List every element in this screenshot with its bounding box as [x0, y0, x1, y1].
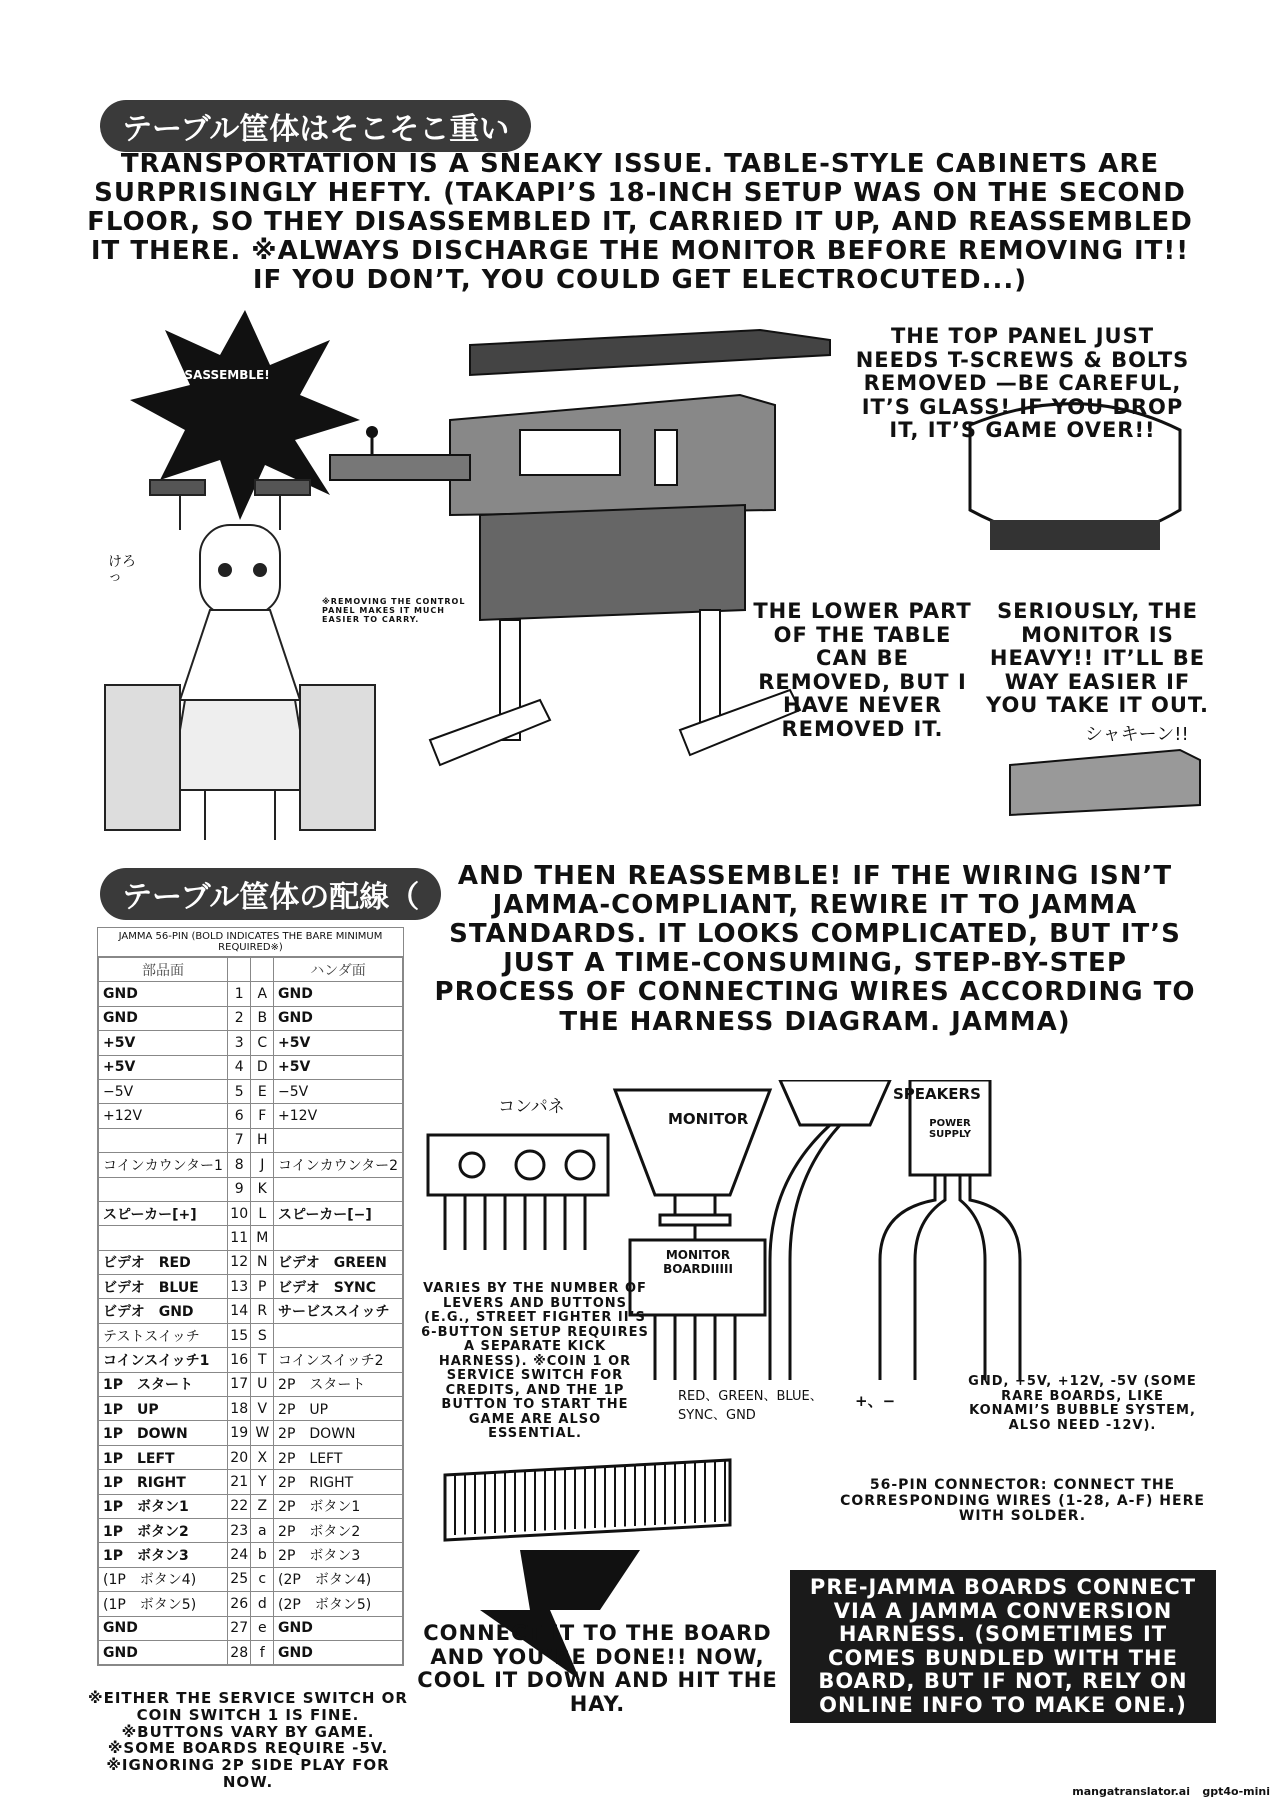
burst-text: DISASSEMBLE! [170, 368, 270, 382]
pin-letter: D [251, 1055, 274, 1079]
pin-number: 6 [227, 1104, 251, 1128]
pin-right-label: (2P ボタン5) [274, 1592, 403, 1616]
pin-left-label [99, 1177, 228, 1201]
pin-number: 26 [227, 1592, 251, 1616]
pin-left-label: ビデオ BLUE [99, 1275, 228, 1299]
pin-left-label: スピーカー[+] [99, 1201, 228, 1225]
pin-letter: U [251, 1372, 274, 1396]
pin-number: 13 [227, 1275, 251, 1299]
pin-letter: E [251, 1079, 274, 1103]
glass-top [470, 330, 830, 375]
pin-letter: d [251, 1592, 274, 1616]
pin-number: 27 [227, 1616, 251, 1640]
table-caption: JAMMA 56-PIN (BOLD INDICATES THE BARE MINIMUM REQUIRED※) [98, 928, 403, 957]
done-note: CONNECT IT TO THE BOARD AND YOU’RE DONE!! NOW, COOL IT DOWN AND HIT THE HAY. [417, 1621, 778, 1716]
table-row [99, 1616, 403, 1640]
footer-site: mangatranslator.ai [1072, 1785, 1190, 1798]
pin-letter: V [251, 1397, 274, 1421]
pin-number: 8 [227, 1153, 251, 1177]
pin-left-label: +12V [99, 1104, 228, 1128]
pin-left-label: テストスイッチ [99, 1323, 228, 1347]
pin-left-label: (1P ボタン4) [99, 1567, 228, 1591]
cabinet-lower [480, 505, 745, 620]
pin-left-label: 1P RIGHT [99, 1470, 228, 1494]
pin-letter: a [251, 1518, 274, 1542]
pin-number: 22 [227, 1494, 251, 1518]
table-row [99, 1104, 403, 1128]
pin-left-label: コインカウンター1 [99, 1153, 228, 1177]
pin-left-label: 1P LEFT [99, 1445, 228, 1469]
table-row [99, 1299, 403, 1323]
pin-left-label: (1P ボタン5) [99, 1592, 228, 1616]
label-conpane: コンパネ [498, 1097, 565, 1117]
pin-number: 20 [227, 1445, 251, 1469]
pin-right-label: 2P LEFT [274, 1445, 403, 1469]
pin-number: 12 [227, 1250, 251, 1274]
label-monitor-board: MONITOR BOARDIIIII [663, 1248, 733, 1276]
pin-right-label: −5V [274, 1079, 403, 1103]
pin-number: 16 [227, 1348, 251, 1372]
pin-right-label: コインカウンター2 [274, 1153, 403, 1177]
pin-right-label: GND [274, 1640, 403, 1664]
table-row [99, 1079, 403, 1103]
col-left-header: 部品面 [99, 958, 228, 982]
pin-right-label [274, 1128, 403, 1152]
pin-number: 23 [227, 1518, 251, 1542]
pin-left-label: ビデオ GND [99, 1299, 228, 1323]
control-panel-note: ※REMOVING THE CONTROL PANEL MAKES IT MUCH EASIER TO CARRY. [322, 597, 466, 624]
table-row [99, 1543, 403, 1567]
section2-heading: テーブル筐体の配線（ [100, 868, 441, 920]
pin-left-label: 1P ボタン1 [99, 1494, 228, 1518]
pin-number: 25 [227, 1567, 251, 1591]
table-row [99, 1275, 403, 1299]
table-row [99, 1250, 403, 1274]
pin-letter: e [251, 1616, 274, 1640]
pin-right-label: +5V [274, 1031, 403, 1055]
pin-left-label: +5V [99, 1031, 228, 1055]
pin-left-label: +5V [99, 1055, 228, 1079]
pin-letter: b [251, 1543, 274, 1567]
pin-number: 19 [227, 1421, 251, 1445]
table-row [99, 1226, 403, 1250]
pin-left-label [99, 1128, 228, 1152]
pin-left-label: 1P UP [99, 1397, 228, 1421]
pin-letter: M [251, 1226, 274, 1250]
pin-letter: W [251, 1421, 274, 1445]
pin-right-label: 2P UP [274, 1397, 403, 1421]
table-row [99, 1055, 403, 1079]
table-row [99, 1323, 403, 1347]
pin-right-label [274, 1226, 403, 1250]
pin-number: 11 [227, 1226, 251, 1250]
speaker-polarity: +、− [855, 1392, 896, 1410]
diagram-speaker [780, 1080, 890, 1125]
pin-letter: K [251, 1177, 274, 1201]
pin-right-label: +12V [274, 1104, 403, 1128]
table-row [99, 1177, 403, 1201]
lower-part-note: THE LOWER PART OF THE TABLE CAN BE REMOVED, BUT I HAVE NEVER REMOVED IT. [753, 599, 972, 741]
pin-letter: Y [251, 1470, 274, 1494]
table-row [99, 1153, 403, 1177]
pin-left-label: GND [99, 982, 228, 1006]
section1-heading: テーブル筐体はそこそこ重い [100, 100, 531, 152]
diagram-56pin-connector [445, 1460, 730, 1540]
table-row [99, 1567, 403, 1591]
pin-number: 3 [227, 1031, 251, 1055]
pre-jamma-note: PRE-JAMMA BOARDS CONNECT VIA A JAMMA CONVERSION HARNESS. (SOMETIMES IT COMES BUNDLED WITH THE BOARD, BUT IF NOT, RELY ON ONLINE INFO TO MAKE ONE.) [790, 1570, 1216, 1723]
pin-right-label: GND [274, 982, 403, 1006]
table-row [99, 1640, 403, 1664]
table-row [99, 1348, 403, 1372]
pin-letter: R [251, 1299, 274, 1323]
jamma-pin-table [98, 957, 403, 1665]
pin-right-label: 2P RIGHT [274, 1470, 403, 1494]
pin-number: 4 [227, 1055, 251, 1079]
top-panel-note: THE TOP PANEL JUST NEEDS T-SCREWS & BOLTS REMOVED —BE CAREFUL, IT’S GLASS! IF YOU DROP IT, IT’S GAME OVER!! [855, 324, 1190, 443]
pin-number: 15 [227, 1323, 251, 1347]
diagram-monitor [615, 1090, 770, 1195]
connector-note: 56-PIN CONNECTOR: CONNECT THE CORRESPONDING WIRES (1-28, A-F) HERE WITH SOLDER. [840, 1477, 1205, 1525]
pin-right-label: 2P ボタン2 [274, 1518, 403, 1542]
label-monitor: MONITOR [668, 1110, 749, 1128]
pin-letter: J [251, 1153, 274, 1177]
pin-right-label: 2P ボタン1 [274, 1494, 403, 1518]
table-row [99, 1201, 403, 1225]
pin-right-label [274, 1323, 403, 1347]
table-row [99, 1397, 403, 1421]
pin-number: 24 [227, 1543, 251, 1567]
pin-number: 28 [227, 1640, 251, 1664]
pin-right-label: GND [274, 1616, 403, 1640]
pin-left-label: GND [99, 1006, 228, 1030]
pin-right-label [274, 1177, 403, 1201]
pin-left-label: コインスイッチ1 [99, 1348, 228, 1372]
table-row [99, 1031, 403, 1055]
carried-panel-right [300, 685, 375, 830]
pin-letter: c [251, 1567, 274, 1591]
pin-letter: Z [251, 1494, 274, 1518]
pin-left-label: 1P DOWN [99, 1421, 228, 1445]
power-note: GND, +5V, +12V, -5V (SOME RARE BOARDS, LIKE KONAMI’S BUBBLE SYSTEM, ALSO NEED -12V). [968, 1374, 1197, 1433]
jamma-table-box [97, 927, 404, 1666]
pin-number: 21 [227, 1470, 251, 1494]
control-panel [330, 455, 470, 480]
pin-number: 14 [227, 1299, 251, 1323]
pin-number: 7 [227, 1128, 251, 1152]
levers-note: VARIES BY THE NUMBER OF LEVERS AND BUTTONS (E.G., STREET FIGHTER II’S 6-BUTTON SETUP REQUIRES A SEPARATE KICK HARNESS). ※COIN 1 OR SERVICE SWITCH FOR CREDITS, AND THE 1P BUTTON TO START THE GAME ARE ALSO ESSENTIAL. [421, 1281, 649, 1442]
pin-left-label: GND [99, 1640, 228, 1664]
pin-number: 17 [227, 1372, 251, 1396]
pin-number: 9 [227, 1177, 251, 1201]
table-row [99, 982, 403, 1006]
table-row [99, 1445, 403, 1469]
pin-number: 1 [227, 982, 251, 1006]
pin-left-label [99, 1226, 228, 1250]
pin-letter: N [251, 1250, 274, 1274]
table-row [99, 1372, 403, 1396]
pin-right-label: 2P スタート [274, 1372, 403, 1396]
pin-number: 10 [227, 1201, 251, 1225]
pin-letter: f [251, 1640, 274, 1664]
label-power-supply: POWER SUPPLY [928, 1118, 972, 1140]
monitor-note: SERIOUSLY, THE MONITOR IS HEAVY!! IT’LL BE WAY EASIER IF YOU TAKE IT OUT. [985, 599, 1210, 718]
pin-right-label: 2P ボタン3 [274, 1543, 403, 1567]
pin-left-label: ビデオ RED [99, 1250, 228, 1274]
pin-letter: T [251, 1348, 274, 1372]
section1-intro: TRANSPORTATION IS A SNEAKY ISSUE. TABLE-STYLE CABINETS ARE SURPRISINGLY HEFTY. (TAKAPI’S 18-INCH SETUP WAS ON THE SECOND FLOOR, SO THEY DISASSEMBLED IT, CARRIED IT UP, AND REASSEMBLED IT THERE. ※ALWAYS DISCHARGE THE MONITOR BEFORE REMOVING IT!! IF YOU DON’T, YOU COULD GET ELECTROCUTED...) [87, 149, 1193, 296]
pin-letter: B [251, 1006, 274, 1030]
table-row [99, 1518, 403, 1542]
pin-right-label: GND [274, 1006, 403, 1030]
pin-letter: X [251, 1445, 274, 1469]
sfx-kero: けろっ [108, 554, 136, 586]
pin-left-label: 1P ボタン2 [99, 1518, 228, 1542]
carried-panel-left [105, 685, 180, 830]
table-row [99, 1006, 403, 1030]
pin-right-label: コインスイッチ2 [274, 1348, 403, 1372]
pin-right-label: ビデオ GREEN [274, 1250, 403, 1274]
table-row [99, 1128, 403, 1152]
sfx-shakin: シャキーン!! [1085, 724, 1189, 745]
footer-model: gpt4o-mini [1202, 1785, 1270, 1798]
rgb-label: RED、GREEN、BLUE、SYNC、GND [678, 1389, 823, 1423]
pin-letter: F [251, 1104, 274, 1128]
pin-left-label: GND [99, 1616, 228, 1640]
table-header-row [99, 958, 403, 982]
pin-left-label: 1P ボタン3 [99, 1543, 228, 1567]
table-row [99, 1592, 403, 1616]
pin-number: 5 [227, 1079, 251, 1103]
table-row [99, 1494, 403, 1518]
pin-letter: A [251, 982, 274, 1006]
pin-letter: P [251, 1275, 274, 1299]
pin-right-label: (2P ボタン4) [274, 1567, 403, 1591]
pin-letter: C [251, 1031, 274, 1055]
pin-right-label: サービススイッチ [274, 1299, 403, 1323]
pin-right-label: +5V [274, 1055, 403, 1079]
pin-letter: H [251, 1128, 274, 1152]
pin-right-label: スピーカー[−] [274, 1201, 403, 1225]
pin-number: 18 [227, 1397, 251, 1421]
label-speakers: SPEAKERS [893, 1085, 981, 1103]
table-row [99, 1470, 403, 1494]
col-right-header: ハンダ面 [274, 958, 403, 982]
section2-intro: AND THEN REASSEMBLE! IF THE WIRING ISN’T JAMMA-COMPLIANT, REWIRE IT TO JAMMA STANDARDS. IT LOOKS COMPLICATED, BUT IT’S JUST A TIME-CONSUMING, STEP-BY-STEP PROCESS OF CONNECTING WIRES ACCORDING TO THE HARNESS DIAGRAM. JAMMA) [434, 861, 1196, 1037]
table-footnote: ※EITHER THE SERVICE SWITCH OR COIN SWITCH 1 IS FINE. ※BUTTONS VARY BY GAME. ※SOME BOARDS REQUIRE -5V. ※IGNORING 2P SIDE PLAY FOR NOW. [88, 1689, 408, 1791]
pin-left-label: 1P スタート [99, 1372, 228, 1396]
table-row [99, 1421, 403, 1445]
pin-right-label: ビデオ SYNC [274, 1275, 403, 1299]
pin-letter: S [251, 1323, 274, 1347]
reassembled-cabinet [1010, 750, 1200, 815]
pin-letter: L [251, 1201, 274, 1225]
pin-left-label: −5V [99, 1079, 228, 1103]
pin-right-label: 2P DOWN [274, 1421, 403, 1445]
pin-number: 2 [227, 1006, 251, 1030]
